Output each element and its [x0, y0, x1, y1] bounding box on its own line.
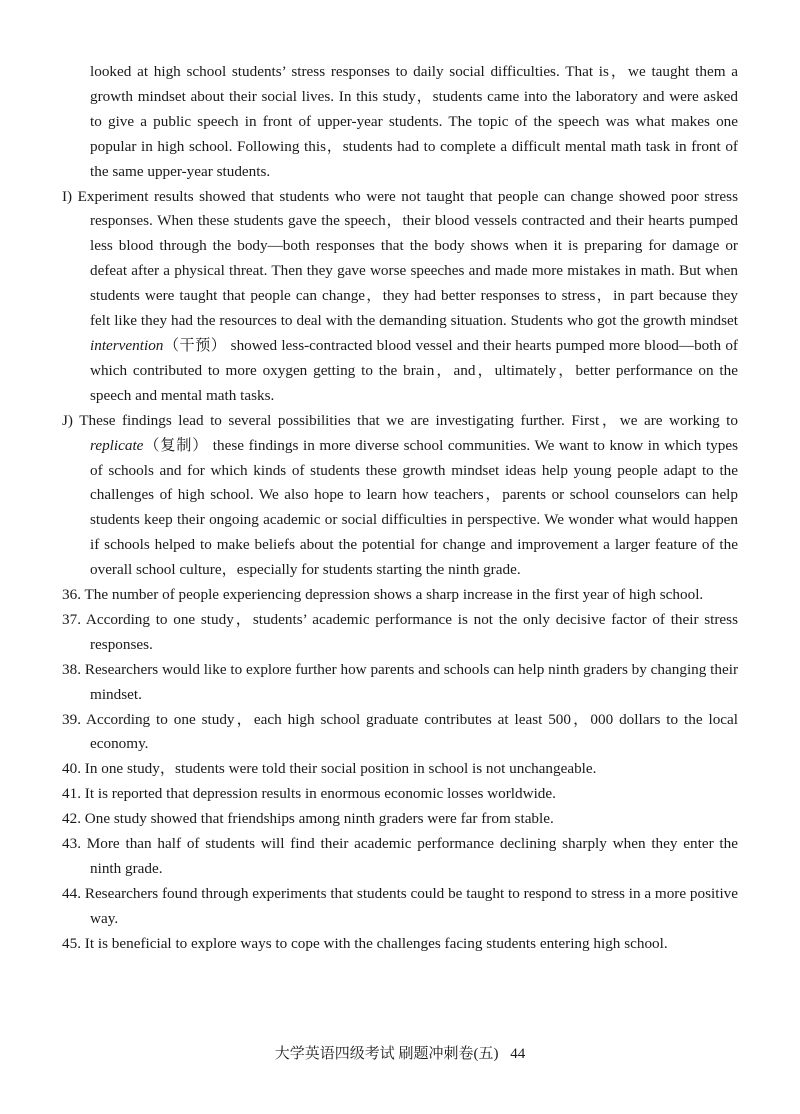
page-footer — [0, 1042, 800, 1063]
question-number: 45. — [62, 934, 81, 952]
paragraph-i-term: intervention — [90, 336, 164, 354]
question-45 — [62, 932, 738, 957]
question-text: In one study，students were told their social position in school is not unchangeable. — [84, 760, 597, 778]
question-number: 36. — [62, 586, 81, 604]
question-number: 41. — [62, 785, 81, 803]
question-text: Researchers would like to explore further how parents and schools can help ninth graders by changing their mindset. — [84, 660, 738, 703]
question-38 — [62, 658, 738, 708]
question-text: One study showed that friendships among ninth graders were far from stable. — [84, 810, 554, 828]
paragraph-i-text-after: showed less-contracted blood vessel and their hearts pumped more blood—both of which contributed to more oxygen getting to the brain，and，ultimately，better performance on the speech and mental math tasks. — [90, 336, 738, 404]
question-list — [62, 583, 738, 957]
question-number: 43. — [62, 835, 81, 853]
question-44 — [62, 882, 738, 932]
question-39 — [62, 708, 738, 758]
page-number: 44 — [510, 1046, 526, 1062]
question-text: Researchers found through experiments that students could be taught to respond to stress in a more positive way. — [84, 884, 739, 927]
question-37 — [62, 608, 738, 658]
paragraph-i-letter: I) — [62, 187, 73, 205]
lead-paragraph: looked at high school students’ stress responses to daily social difficulties. That is，we taught them a growth mindset about their social lives. In this study，students came into the laboratory and were asked to give a public speech in front of upper-year students. The topic of the speech was what makes one popular in high school. Following this，students had to complete a difficult mental math task in front of the same upper-year students. — [90, 63, 738, 180]
paragraph-j — [62, 409, 738, 583]
question-41 — [62, 782, 738, 807]
question-43 — [62, 832, 738, 882]
question-text: It is beneficial to explore ways to cope with the challenges facing students entering high school. — [84, 934, 668, 952]
question-42 — [62, 807, 738, 832]
question-36 — [62, 583, 738, 608]
question-text: More than half of students will find their academic performance declining sharply when they enter the ninth grade. — [86, 835, 738, 877]
question-40 — [62, 757, 738, 782]
paragraph-j-text-before: These findings lead to several possibilities that we are investigating further. First，we are working to — [72, 411, 738, 429]
question-number: 38. — [62, 660, 81, 678]
paragraph-j-term: replicate — [90, 436, 144, 454]
question-text: According to one study，each high school graduate contributes at least 500，000 dollars to the local economy. — [86, 710, 738, 753]
question-text: It is reported that depression results in enormous economic losses worldwide. — [84, 785, 556, 803]
paragraph-j-text-after: these findings in more diverse school communities. We want to know in which types of schools and for which kinds of students these growth mindset ideas help young people adapt to the challenges of high school. We also hope to learn how teachers，parents or school counselors can help students keep their ongoing academic or social difficulties in perspective. We wonder what would happen if schools helped to make beliefs about the potential for change and improvement a larger feature of the overall school culture，especially for students starting the ninth grade. — [90, 436, 738, 579]
paragraph-i — [62, 185, 738, 409]
paragraph-j-letter: J) — [62, 411, 73, 429]
question-number: 44. — [62, 884, 81, 902]
question-number: 39. — [62, 710, 81, 728]
question-number: 42. — [62, 810, 81, 828]
footer-title: 大学英语四级考试 刷题冲刺卷(五) — [274, 1046, 499, 1062]
question-text: The number of people experiencing depression shows a sharp increase in the first year of high school. — [84, 586, 704, 604]
question-number: 37. — [62, 610, 81, 628]
question-text: According to one study，students’ academic performance is not the only decisive factor of their stress responses. — [85, 610, 738, 653]
paragraph-i-gloss: （干预） — [163, 336, 227, 354]
paragraph-j-gloss: （复制） — [143, 436, 209, 454]
question-number: 40. — [62, 760, 81, 778]
paragraph-i-text-before: Experiment results showed that students who were not taught that people can change showed poor stress responses. When these students gave the speech，their blood vessels contracted and their hearts pumped less blood through the body—both responses that the body shows when it is preparing for damage or defeat after a physical threat. Then they gave worse speeches and made more mistakes in math. But when students were taught that people can change，they had better responses to stress，in part because they felt like they had the resources to deal with the demanding situation. Students who got the growth mindset — [72, 187, 738, 330]
